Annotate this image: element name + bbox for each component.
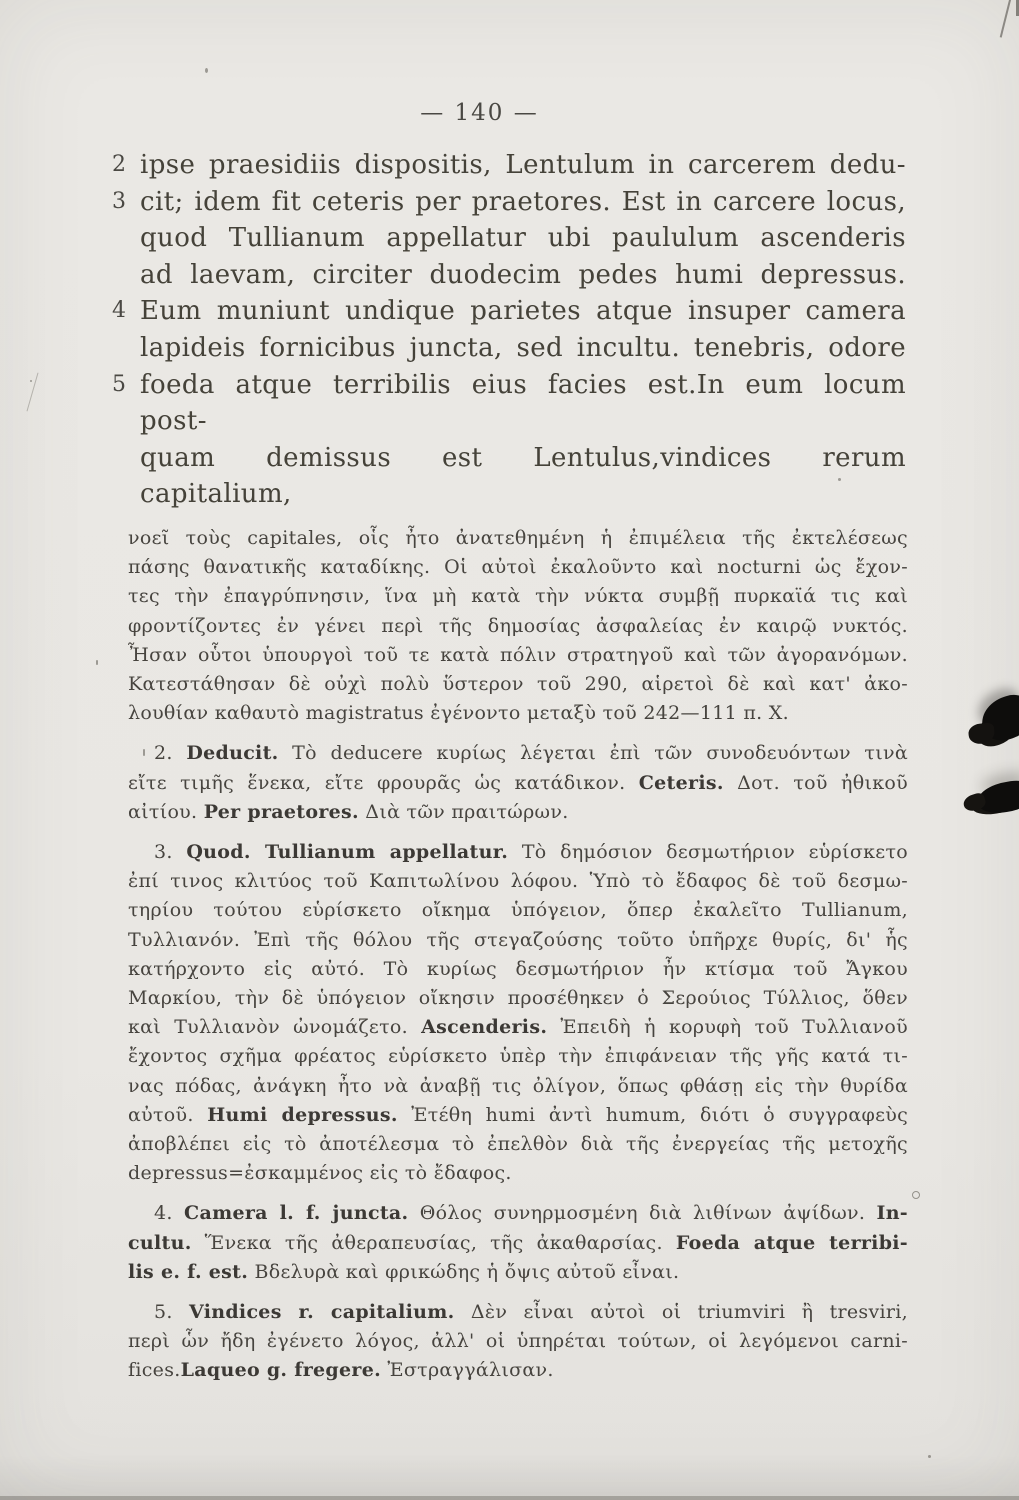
- scratch-artifact: [1000, 0, 1013, 38]
- commentary-line: λουθίαν καθαυτὸ magistratus ἐγένοντο μεταξὺ τοῦ 242—111 π. Χ.: [128, 702, 789, 725]
- commentary-line: ἔχοντος σχῆμα φρέατος εὑρίσκετο ὑπὲρ τὴν ἐπιφάνειαν τῆς γῆς κατά τι-: [128, 1045, 908, 1068]
- latin-text-block: [112, 147, 906, 513]
- commentary-line: Ἦσαν οὗτοι ὑπουργοὶ τοῦ τε κατὰ πόλιν στρατηγοῦ καὶ τῶν ἀγορανόμων.: [128, 643, 908, 666]
- commentary-line: depressus=ἐσκαμμένος εἰς τὸ ἔδαφος.: [128, 1162, 512, 1185]
- latin-text-line: [112, 367, 906, 440]
- commentary-line: αὐτοῦ. Humi depressus. Ἐτέθη humi ἀντὶ humum, διότι ὁ συγγραφεὺς: [128, 1103, 909, 1126]
- scratch-artifact: [27, 373, 39, 412]
- commentary-line: fices.Laqueo g. fregere. Ἐστραγγάλισαν.: [128, 1359, 554, 1382]
- commentary-line: Μαρκίου, τὴν δὲ ὑπόγειον οἴκησιν προσέθηκεν ὁ Σερούιος Τύλλιος, ὅθεν: [128, 987, 908, 1010]
- paper-speck: [205, 68, 208, 73]
- commentary-line: Κατεστάθησαν δὲ οὐχὶ πολὺ ὕστερον τοῦ 290, αἱρετοὶ δὲ καὶ κατ' ἀκο-: [128, 673, 908, 696]
- section-number: 2: [112, 152, 126, 177]
- latin-line-text: quam demissus est Lentulus,vindices rerum capitalium,: [140, 442, 906, 510]
- commentary-line: 2. Deducit. Τὸ deducere κυρίως λέγεται ἐπὶ τῶν συνοδευόντων τινὰ: [154, 742, 908, 765]
- latin-line-text: ad laevam, circiter duodecim pedes humi depressus.: [140, 259, 906, 290]
- commentary-block: [128, 524, 908, 1397]
- latin-line-text: cit; idem fit ceteris per praetores. Est in carcere locus,: [140, 186, 906, 217]
- commentary-line: καὶ Τυλλιανὸν ὠνομάζετο. Ascenderis. Ἐπειδὴ ἡ κορυφὴ τοῦ Τυλλιανοῦ: [128, 1016, 908, 1039]
- section-number: 3: [112, 188, 126, 214]
- latin-line-text: foeda atque terribilis eius facies est.In eum locum post-: [140, 369, 906, 437]
- commentary-line: κατήρχοντο εἰς αὐτό. Τὸ κυρίως δεσμωτήριον ἦν κτίσμα τοῦ Ἄγκου: [128, 957, 908, 980]
- page-number: — 140 —: [420, 100, 539, 126]
- paper-speck: [912, 1191, 920, 1199]
- latin-text-line: [112, 184, 906, 221]
- paper-speck: [928, 1455, 931, 1458]
- ink-blob-artifact: [975, 778, 1019, 816]
- commentary-line: Τυλλιανόν. Ἐπὶ τῆς θόλου τῆς στεγαζούσης τοῦτο ὑπῆρχε θυρίς, δι' ἧς: [128, 928, 908, 951]
- commentary-note: [128, 524, 908, 728]
- commentary-line: ἀποβλέπει εἰς τὸ ἀποτέλεσμα τὸ ἐπελθὸν διὰ τῆς ἐνεργείας τῆς μετοχῆς: [128, 1133, 908, 1156]
- commentary-line: 5. Vindices r. capitalium. Δὲν εἶναι αὐτοὶ οἱ triumviri ἢ tresviri,: [154, 1301, 908, 1324]
- commentary-line: φροντίζοντες ἐν γένει περὶ τῆς δημοσίας ἀσφαλείας ἐν καιρῷ νυκτός.: [128, 614, 908, 637]
- latin-text-line: [140, 257, 906, 294]
- commentary-line: τες τὴν ἐπαγρύπνησιν, ἵνα μὴ κατὰ τὴν νύκτα συμβῇ πυρκαϊά τις καὶ: [128, 585, 908, 608]
- commentary-line: cultu. Ἕνεκα τῆς ἀθεραπευσίας, τῆς ἀκαθαρσίας. Foeda atque terribi-: [128, 1231, 908, 1254]
- commentary-line: 4. Camera l. f. juncta. Θόλος συνηρμοσμένη διὰ λιθίνων ἀψίδων. In-: [154, 1202, 908, 1225]
- commentary-line: αἰτίου. Per praetores. Διὰ τῶν πραιτώρων.: [128, 800, 569, 823]
- commentary-note: [128, 1199, 908, 1287]
- commentary-line: νας πόδας, ἀνάγκη ἦτο νὰ ἀναβῇ τις ὀλίγον, ὅπως φθάσῃ εἰς τὴν θυρίδα: [128, 1074, 908, 1097]
- commentary-line: νοεῖ τοὺς capitales, οἷς ἦτο ἀνατεθημένη ἡ ἐπιμέλεια τῆς ἐκτελέσεως: [128, 527, 908, 549]
- paper-speck: [96, 660, 98, 665]
- latin-text-line: [140, 220, 906, 257]
- commentary-note: [128, 739, 908, 827]
- page-bottom-edge: [0, 1496, 1019, 1500]
- latin-text-line: [112, 293, 906, 330]
- commentary-line: lis e. f. est. Βδελυρὰ καὶ φρικώδης ἡ ὄψις αὐτοῦ εἶναι.: [128, 1260, 680, 1283]
- commentary-line: περὶ ὧν ἤδη ἐγένετο λόγος, ἀλλ' οἱ ὑπηρέται τούτων, οἱ λεγόμενοι carni-: [128, 1330, 908, 1353]
- commentary-line: πάσης θανατικῆς καταδίκης. Οἱ αὐτοὶ ἐκαλοῦντο καὶ nocturni ὡς ἔχον-: [128, 556, 908, 579]
- latin-line-text: quod Tullianum appellatur ubi paululum ascenderis: [140, 223, 906, 254]
- section-number: 4: [112, 298, 126, 324]
- commentary-line: τηρίου τούτου εὑρίσκετο οἴκημα ὑπόγειον, ὅπερ ἐκαλεῖτο Tullianum,: [128, 899, 908, 922]
- commentary-line: εἴτε τιμῆς ἕνεκα, εἴτε φρουρᾶς ὡς κατάδικον. Ceteris. Δοτ. τοῦ ἠθικοῦ: [128, 771, 908, 794]
- latin-text-line: [140, 440, 906, 513]
- latin-text-line: [112, 147, 906, 184]
- commentary-note: [128, 1298, 908, 1386]
- ink-blob-artifact: [976, 690, 1019, 746]
- latin-text-line: [140, 330, 906, 367]
- commentary-line: 3. Quod. Tullianum appellatur. Τὸ δημόσιον δεσμωτήριον εὑρίσκετο: [154, 841, 908, 864]
- latin-line-text: ipse praesidiis dispositis, Lentulum in carcerem dedu-: [140, 150, 906, 180]
- paper-speck: [30, 380, 32, 382]
- latin-line-text: lapideis fornicibus juncta, sed incultu. tenebris, odore: [140, 332, 906, 363]
- section-number: 5: [112, 371, 126, 397]
- commentary-line: ἐπί τινος κλιτύος τοῦ Καπιτωλίνου λόφου. Ὑπὸ τὸ ἔδαφος δὲ τοῦ δεσμω-: [128, 870, 908, 893]
- commentary-note: [128, 838, 908, 1188]
- latin-line-text: Eum muniunt undique parietes atque insuper camera: [140, 296, 906, 327]
